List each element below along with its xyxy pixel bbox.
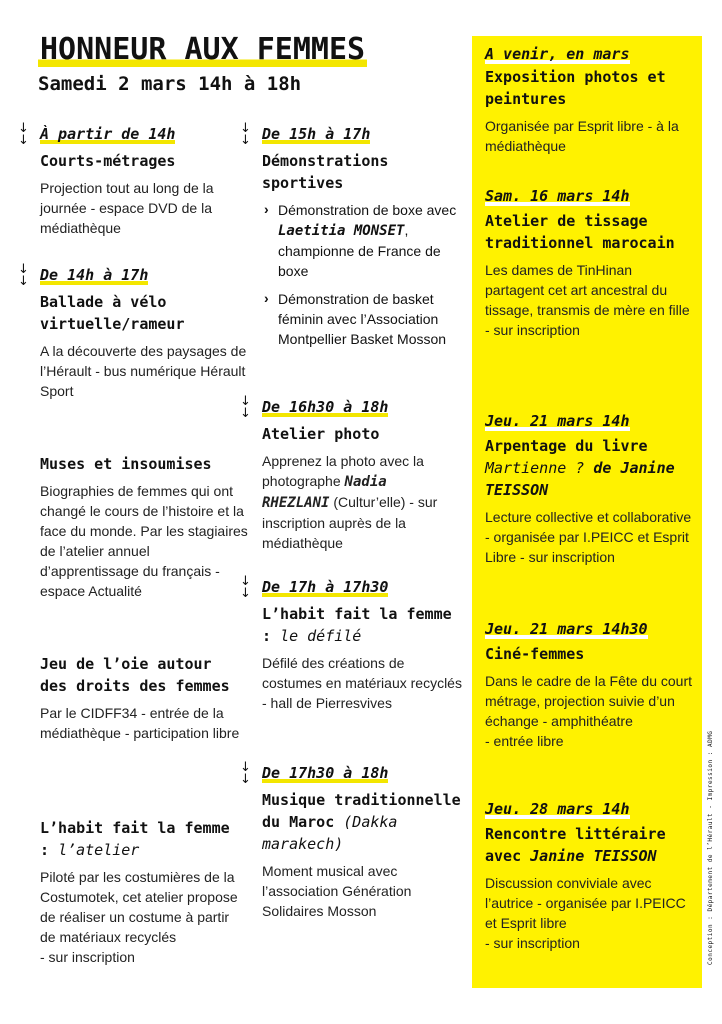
event-time: De 17h à 17h30 <box>262 578 389 596</box>
event-title <box>262 603 462 647</box>
event-time: Jeu. 21 mars 14h30 <box>485 620 648 638</box>
event-desc-note: - sur inscription <box>40 949 135 965</box>
event-time: De 17h30 à 18h <box>262 764 389 782</box>
event-title-main: Musique traditionnelle du Maroc <box>262 791 461 831</box>
event-desc-main: Dans le cadre de la Fête du court métrage, projection suivie d’un échange - amphithéatre <box>485 673 693 729</box>
event-title <box>485 823 693 867</box>
upcoming-exposition <box>485 44 693 156</box>
arrow-down-icon: ↓ ↓ <box>240 760 251 787</box>
event-desc-note: - entrée libre <box>485 733 564 749</box>
event-desc: A la découverte des paysages de l’Hérault - bus numérique Hérault Sport <box>40 343 247 399</box>
page-subtitle: Samedi 2 mars 14h à 18h <box>38 73 302 95</box>
bullet-basket: › Démonstration de basket féminin avec l’Association Montpellier Basket Mosson <box>262 289 462 349</box>
event-title: Atelier photo <box>262 425 380 443</box>
event-time: De 16h30 à 18h <box>262 398 389 416</box>
event-desc-main: Apprenez la photo avec la photographe <box>262 453 424 489</box>
event-time: De 14h à 17h <box>40 266 149 284</box>
credit-line: Conception : Département de l’Hérault - Impression : ADMG <box>707 730 714 965</box>
event-demonstrations-sportives <box>240 121 462 349</box>
event-title: Ciné-femmes <box>485 645 585 663</box>
event-habit-atelier <box>40 811 240 967</box>
event-muses-insoumises <box>40 447 250 601</box>
event-atelier-photo <box>240 394 462 553</box>
event-title-italic: (Dakka marakech) <box>262 813 398 853</box>
event-desc <box>485 671 693 751</box>
event-time: À partir de 14h <box>40 125 176 143</box>
event-desc: Lecture collective et collaborative - organisée par I.PEICC et Esprit Libre - sur inscription <box>485 509 692 565</box>
upcoming-arpentage <box>485 411 693 567</box>
bullet-text: , championne de France de boxe <box>278 222 441 279</box>
upcoming-rencontre <box>485 799 693 953</box>
event-title-main: L’habit fait la femme : <box>262 605 452 645</box>
event-time: De 15h à 17h <box>262 125 371 143</box>
bullet-boxe <box>262 200 462 281</box>
event-desc <box>485 260 693 340</box>
event-desc-main: Piloté par les costumières de la Costumotek, cet atelier propose de réaliser un costume à partir de matériaux recyclés <box>40 869 238 945</box>
event-desc: Par le CIDFF34 - entrée de la médiathèque - participation libre <box>40 705 240 741</box>
event-desc: Défilé des créations de costumes en matériaux recyclés - hall de Pierresvives <box>262 655 462 711</box>
title-text: HONNEUR AUX FEMMES <box>40 32 366 67</box>
event-time: Sam. 16 mars 14h <box>485 187 630 205</box>
author-name: Janine TEISSON <box>530 847 657 865</box>
arrow-down-icon: ↓ ↓ <box>18 121 29 148</box>
event-desc <box>262 451 462 553</box>
event-ballade-velo <box>18 262 250 401</box>
event-title: Muses et insoumises <box>40 455 212 473</box>
person-name: Laetitia MONSET <box>278 223 405 239</box>
event-desc: Moment musical avec l’association Génération Solidaires Mosson <box>262 863 412 919</box>
event-jeu-oie <box>40 647 240 743</box>
book-title: Martienne ? <box>485 459 585 477</box>
event-desc-main: Discussion conviviale avec l’autrice - organisée par I.PEICC et Esprit libre <box>485 875 686 931</box>
event-desc-note: - sur inscription <box>485 935 580 951</box>
author-name: de Janine TEISSON <box>485 459 675 499</box>
event-desc-rest: (Cultur’elle) - sur inscription auprès de la médiathèque <box>262 494 438 551</box>
event-title <box>485 435 693 501</box>
arrow-down-icon: ↓ ↓ <box>18 262 29 289</box>
event-desc-main: Les dames de TinHinan partagent cet art ancestral du tissage, transmis de mère en fille <box>485 262 690 318</box>
event-desc: Organisée par Esprit libre - à la médiathèque <box>485 118 679 154</box>
event-courts-metrages <box>18 121 251 238</box>
person-name: Nadia RHEZLANI <box>262 474 387 511</box>
arrow-down-icon: ↓ ↓ <box>240 394 251 421</box>
page-title <box>38 30 367 70</box>
event-time: A venir, en mars <box>485 45 630 63</box>
event-title <box>262 789 462 855</box>
event-desc: Projection tout au long de la journée - espace DVD de la médiathèque <box>40 180 214 236</box>
event-title: Ballade à vélo virtuelle/rameur <box>40 293 185 333</box>
event-title-italic: le défilé <box>280 627 362 645</box>
event-title: Courts-métrages <box>40 152 176 170</box>
event-title-main: Arpentage du livre <box>485 437 648 455</box>
event-desc-note: - sur inscription <box>485 322 580 338</box>
event-time: Jeu. 21 mars 14h <box>485 412 630 430</box>
event-title: Atelier de tissage traditionnel marocain <box>485 212 675 252</box>
event-title: Démonstrations sportives <box>262 152 389 192</box>
event-musique-maroc <box>240 760 462 921</box>
bullet-text: Démonstration de boxe avec <box>278 202 457 218</box>
event-title-main: L’habit fait la femme : <box>40 819 230 859</box>
event-habit-defile <box>240 574 462 713</box>
event-title: Jeu de l’oie autour des droits des femmes <box>40 655 230 695</box>
event-desc: Biographies de femmes qui ont changé le cours de l’histoire et la face du monde. Par les stagiaires de l’atelier annuel d’apprentissage du français - espace Actualité <box>40 483 248 599</box>
upcoming-sidebar <box>472 36 702 988</box>
upcoming-cine-femmes <box>485 619 693 751</box>
upcoming-tissage <box>485 186 693 340</box>
event-title-main: Rencontre littéraire avec <box>485 825 666 865</box>
event-title-italic: l’atelier <box>58 841 140 859</box>
event-title <box>40 817 240 861</box>
event-title: Exposition photos et peintures <box>485 68 666 108</box>
event-desc <box>485 873 693 953</box>
arrow-down-icon: ↓ ↓ <box>240 121 251 148</box>
event-time: Jeu. 28 mars 14h <box>485 800 630 818</box>
event-desc <box>40 867 240 967</box>
arrow-down-icon: ↓ ↓ <box>240 574 251 601</box>
